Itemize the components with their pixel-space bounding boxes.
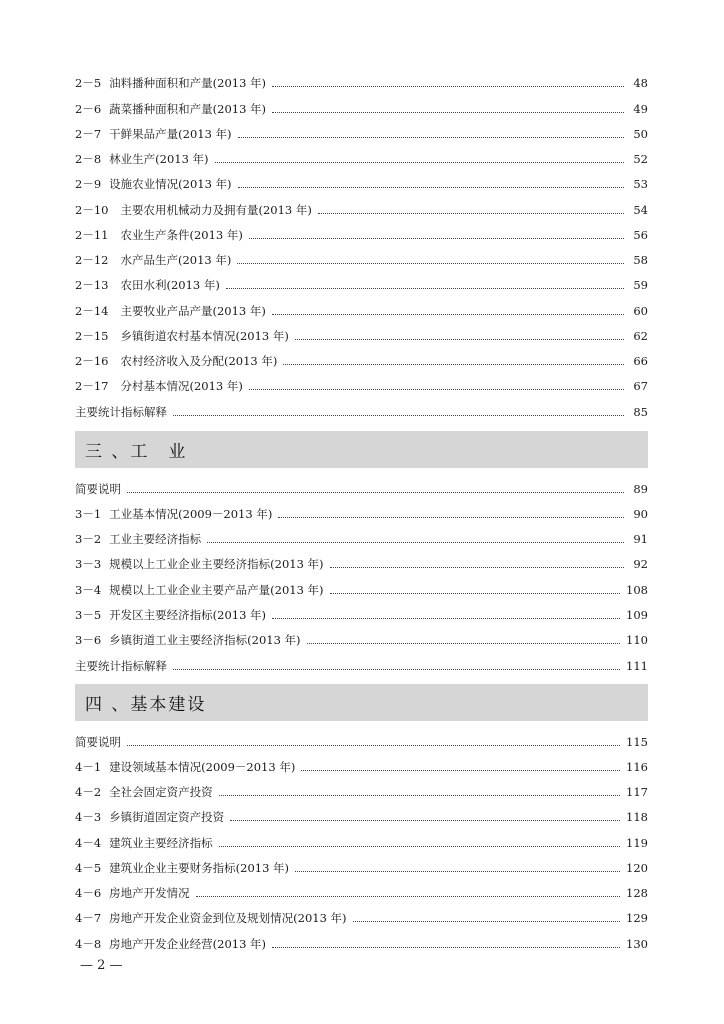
dot-leader [207,541,624,543]
toc-number: 2－10 [75,203,109,217]
toc-page: 89 [633,482,648,496]
toc-number: 2－16 [75,354,109,368]
toc-page: 53 [633,177,648,191]
toc-number: 3－4 [75,583,102,597]
dot-leader [127,744,620,746]
dot-leader [173,414,624,416]
toc-number: 3－3 [75,557,102,571]
toc-row[interactable] [75,832,648,850]
toc-row[interactable] [75,224,648,242]
toc-row[interactable] [75,629,648,647]
toc-title: 简要说明 [75,735,121,749]
toc-row[interactable] [75,375,648,393]
toc-title: 简要说明 [75,482,121,496]
toc-row[interactable] [75,781,648,799]
toc-row[interactable] [75,756,648,774]
dot-leader [226,287,624,289]
dot-leader [318,212,624,214]
toc-number: 2－11 [75,228,109,242]
toc-page: 48 [633,76,648,90]
page-number-footer: — 2 — [80,958,123,973]
toc-page: 115 [626,735,648,749]
toc-number: 4－7 [75,911,102,925]
toc-page: 128 [626,886,648,900]
dot-leader [219,845,620,847]
toc-number: 2－14 [75,304,109,318]
dot-leader [272,313,624,315]
toc-page: 58 [633,253,648,267]
toc-title: 蔬菜播种面积和产量(2013 年) [109,102,267,116]
toc-title: 房地产开发企业资金到位及规划情况(2013 年) [109,911,347,925]
toc-page: 56 [633,228,648,242]
section-title: 四 、基本建设 [85,695,207,715]
toc-title: 建筑业主要经济指标 [109,836,213,850]
dot-leader [127,491,624,493]
toc-row[interactable] [75,528,648,546]
toc-title: 开发区主要经济指标(2013 年) [109,608,267,622]
dot-leader [272,111,624,113]
section-header-industry [75,431,648,468]
toc-row[interactable] [75,148,648,166]
toc-row[interactable] [75,655,648,673]
toc-number: 4－5 [75,861,102,875]
toc-page: 117 [626,785,648,799]
toc-page: 109 [626,608,648,622]
toc-page: 62 [633,329,648,343]
toc-number: 4－2 [75,785,102,799]
toc-title: 干鲜果品产量(2013 年) [109,127,232,141]
toc-number: 3－2 [75,532,102,546]
toc-page: 54 [633,203,648,217]
dot-leader [283,363,624,365]
toc-number: 2－17 [75,379,109,393]
toc-number: 4－4 [75,836,102,850]
dot-leader [330,566,624,568]
toc-page: 130 [626,937,648,951]
dot-leader [295,870,620,872]
toc-row[interactable] [75,503,648,521]
toc-page: 90 [633,507,648,521]
toc-row[interactable] [75,857,648,875]
toc-title: 分村基本情况(2013 年) [120,379,243,393]
toc-number: 3－1 [75,507,102,521]
section-header-construction [75,684,648,721]
toc-page: 49 [633,102,648,116]
toc-page: 110 [626,633,648,647]
dot-leader [219,794,620,796]
dot-leader [307,642,621,644]
toc-row[interactable] [75,907,648,925]
toc-title: 主要统计指标解释 [75,405,167,419]
toc-row[interactable] [75,98,648,116]
dot-leader [230,819,620,821]
toc-title: 规模以上工业企业主要产品产量(2013 年) [109,583,324,597]
dot-leader [238,136,624,138]
toc-title: 工业基本情况(2009－2013 年) [109,507,273,521]
toc-title: 建设领域基本情况(2009－2013 年) [109,760,296,774]
toc-title: 乡镇街道固定资产投资 [109,810,225,824]
toc-page: 59 [633,278,648,292]
toc-title: 乡镇街道农村基本情况(2013 年) [120,329,289,343]
toc-row[interactable] [75,553,648,571]
toc-number: 4－6 [75,886,102,900]
toc-title: 水产品生产(2013 年) [120,253,232,267]
dot-leader [173,668,620,670]
toc-title: 主要牧业产品产量(2013 年) [120,304,266,318]
dot-leader [215,161,624,163]
toc-page: 120 [626,861,648,875]
toc-page: 50 [633,127,648,141]
toc-page: 108 [626,583,648,597]
toc-row[interactable] [75,123,648,141]
toc-row[interactable] [75,604,648,622]
toc-number: 3－6 [75,633,102,647]
dot-leader [330,592,621,594]
toc-page: 66 [633,354,648,368]
toc-title: 建筑业企业主要财务指标(2013 年) [109,861,290,875]
dot-leader [272,617,620,619]
section-title: 三 、工 业 [85,442,188,462]
toc-number: 2－5 [75,76,102,90]
toc-number: 4－1 [75,760,102,774]
toc-row[interactable] [75,933,648,951]
dot-leader [295,338,624,340]
toc-row[interactable] [75,300,648,318]
toc-row[interactable] [75,274,648,292]
toc-title: 主要农用机械动力及拥有量(2013 年) [120,203,312,217]
dot-leader [353,920,621,922]
toc-page: 129 [626,911,648,925]
toc-title: 油料播种面积和产量(2013 年) [109,76,267,90]
toc-title: 设施农业情况(2013 年) [109,177,232,191]
toc-title: 林业生产(2013 年) [109,152,209,166]
toc-title: 房地产开发企业经营(2013 年) [109,937,267,951]
toc-number: 2－12 [75,253,109,267]
toc-number: 4－3 [75,810,102,824]
toc-number: 4－8 [75,937,102,951]
toc-title: 房地产开发情况 [109,886,190,900]
toc-title: 农田水利(2013 年) [120,278,220,292]
toc-title: 主要统计指标解释 [75,659,167,673]
toc-page: 119 [626,836,648,850]
dot-leader [249,388,624,390]
toc-row[interactable] [75,401,648,419]
dot-leader [237,262,624,264]
toc-number: 2－7 [75,127,102,141]
toc-number: 2－6 [75,102,102,116]
toc-row[interactable] [75,478,648,496]
toc-number: 2－15 [75,329,109,343]
toc-title: 规模以上工业企业主要经济指标(2013 年) [109,557,324,571]
toc-page: 92 [633,557,648,571]
toc-row[interactable] [75,731,648,749]
toc-row[interactable] [75,882,648,900]
toc-number: 2－8 [75,152,102,166]
toc-number: 3－5 [75,608,102,622]
toc-row[interactable] [75,806,648,824]
toc-title: 农村经济收入及分配(2013 年) [120,354,278,368]
toc-row[interactable] [75,72,648,90]
toc-page: 52 [633,152,648,166]
dot-leader [272,85,624,87]
toc-row[interactable] [75,579,648,597]
toc-page: 85 [633,405,648,419]
toc-row[interactable] [75,350,648,368]
toc-row[interactable] [75,325,648,343]
toc-page: 116 [626,760,648,774]
dot-leader [249,237,624,239]
toc-row[interactable] [75,249,648,267]
toc-row[interactable] [75,199,648,217]
toc-number: 2－13 [75,278,109,292]
toc-title: 乡镇街道工业主要经济指标(2013 年) [109,633,301,647]
toc-page: 67 [633,379,648,393]
toc-title: 全社会固定资产投资 [109,785,213,799]
toc-number: 2－9 [75,177,102,191]
dot-leader [278,516,624,518]
toc-page: 111 [626,659,648,673]
dot-leader [196,895,620,897]
toc-page: 91 [633,532,648,546]
toc-row[interactable] [75,173,648,191]
dot-leader [301,769,620,771]
dot-leader [238,186,624,188]
toc-page: 60 [633,304,648,318]
toc-title: 工业主要经济指标 [109,532,202,546]
dot-leader [272,946,620,948]
toc-title: 农业生产条件(2013 年) [120,228,243,242]
toc-page: 118 [626,810,648,824]
